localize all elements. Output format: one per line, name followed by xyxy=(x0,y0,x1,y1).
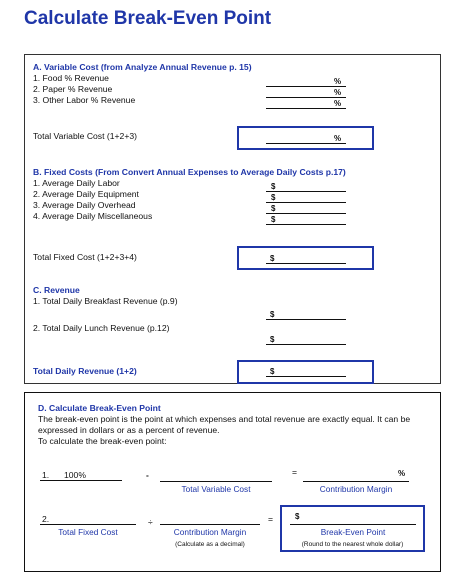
section-a-pct-3: % xyxy=(334,99,342,108)
section-a-field-3[interactable] xyxy=(266,108,346,109)
row2-number: 2. xyxy=(42,514,50,524)
section-a-pct-1: % xyxy=(334,77,342,86)
row2-divide: ÷ xyxy=(148,517,153,527)
section-b-total-field[interactable] xyxy=(266,263,346,264)
section-b-total-label: Total Fixed Cost (1+2+3+4) xyxy=(33,252,137,262)
row1-minus: - xyxy=(146,470,149,480)
section-b-total-dollar: $ xyxy=(270,254,275,263)
row1-field-1[interactable] xyxy=(40,480,122,481)
row2-equals: = xyxy=(268,514,274,524)
row2-field-3[interactable] xyxy=(290,524,416,525)
row1-number: 1. xyxy=(42,470,50,480)
section-b-field-4[interactable] xyxy=(266,224,346,225)
row1-caption-2: Contribution Margin xyxy=(319,484,393,494)
row2-dollar: $ xyxy=(295,512,300,521)
row1-equals: = xyxy=(292,467,298,477)
section-c-field-1[interactable] xyxy=(266,319,346,320)
section-d-intro: To calculate the break-even point: xyxy=(38,436,167,446)
row1-field-3[interactable] xyxy=(303,481,409,482)
section-a-total-pct: % xyxy=(334,134,342,143)
section-c-item-1: 1. Total Daily Breakfast Revenue (p.9) xyxy=(33,296,178,306)
section-c-total-field[interactable] xyxy=(266,376,346,377)
section-b-field-2[interactable] xyxy=(266,202,346,203)
section-c-heading: C. Revenue xyxy=(33,285,80,295)
section-d-paragraph: The break-even point is the point at which expenses and total revenue are exactly equal. It can be expressed in dollars or as a percent of revenue. xyxy=(38,414,411,435)
section-a-item-1: 1. Food % Revenue xyxy=(33,73,109,83)
row2-note-2: (Calculate as a decimal) xyxy=(175,541,245,548)
section-c-field-2[interactable] xyxy=(266,344,346,345)
section-a-total-label: Total Variable Cost (1+2+3) xyxy=(33,131,137,141)
section-a-item-3: 3. Other Labor % Revenue xyxy=(33,95,136,105)
section-b-dollar-3: $ xyxy=(271,204,276,213)
section-b-field-1[interactable] xyxy=(266,191,346,192)
section-a-item-2: 2. Paper % Revenue xyxy=(33,84,113,94)
row2-field-2[interactable] xyxy=(160,524,260,525)
section-c-item-2: 2. Total Daily Lunch Revenue (p.12) xyxy=(33,323,170,333)
section-c-dollar-2: $ xyxy=(270,335,275,344)
row1-caption-1: Total Variable Cost xyxy=(181,484,251,494)
section-a-total-field[interactable] xyxy=(266,143,346,144)
section-a-field-2[interactable] xyxy=(266,97,346,98)
page-title: Calculate Break-Even Point xyxy=(24,8,272,29)
section-b-field-3[interactable] xyxy=(266,213,346,214)
row1-pct: % xyxy=(398,469,406,478)
section-a-pct-2: % xyxy=(334,88,342,97)
section-c-dollar-1: $ xyxy=(270,310,275,319)
section-c-total-dollar: $ xyxy=(270,367,275,376)
section-a-field-1[interactable] xyxy=(266,86,346,87)
section-b-item-3: 3. Average Daily Overhead xyxy=(33,200,136,210)
section-b-heading: B. Fixed Costs (From Convert Annual Expenses to Average Daily Costs p.17) xyxy=(33,167,346,177)
section-b-dollar-4: $ xyxy=(271,215,276,224)
section-b-total-box xyxy=(237,246,374,270)
section-c-total-box xyxy=(237,360,374,384)
section-b-item-2: 2. Average Daily Equipment xyxy=(33,189,139,199)
section-c-total-label: Total Daily Revenue (1+2) xyxy=(33,366,137,376)
row2-caption-3: Break-Even Point xyxy=(320,527,386,537)
row2-note-3: (Round to the nearest whole dollar) xyxy=(301,541,404,548)
section-b-item-4: 4. Average Daily Miscellaneous xyxy=(33,211,153,221)
row1-value: 100% xyxy=(64,470,86,480)
section-b-dollar-1: $ xyxy=(271,182,276,191)
row2-field-1[interactable] xyxy=(40,524,136,525)
row1-field-2[interactable] xyxy=(160,481,272,482)
section-a-heading: A. Variable Cost (from Analyze Annual Revenue p. 15) xyxy=(33,62,252,72)
section-a-total-box xyxy=(237,126,374,150)
row2-caption-1: Total Fixed Cost xyxy=(58,527,118,537)
row2-caption-2: Contribution Margin xyxy=(173,527,247,537)
section-d-heading: D. Calculate Break-Even Point xyxy=(38,403,161,413)
section-b-dollar-2: $ xyxy=(271,193,276,202)
section-b-item-1: 1. Average Daily Labor xyxy=(33,178,120,188)
